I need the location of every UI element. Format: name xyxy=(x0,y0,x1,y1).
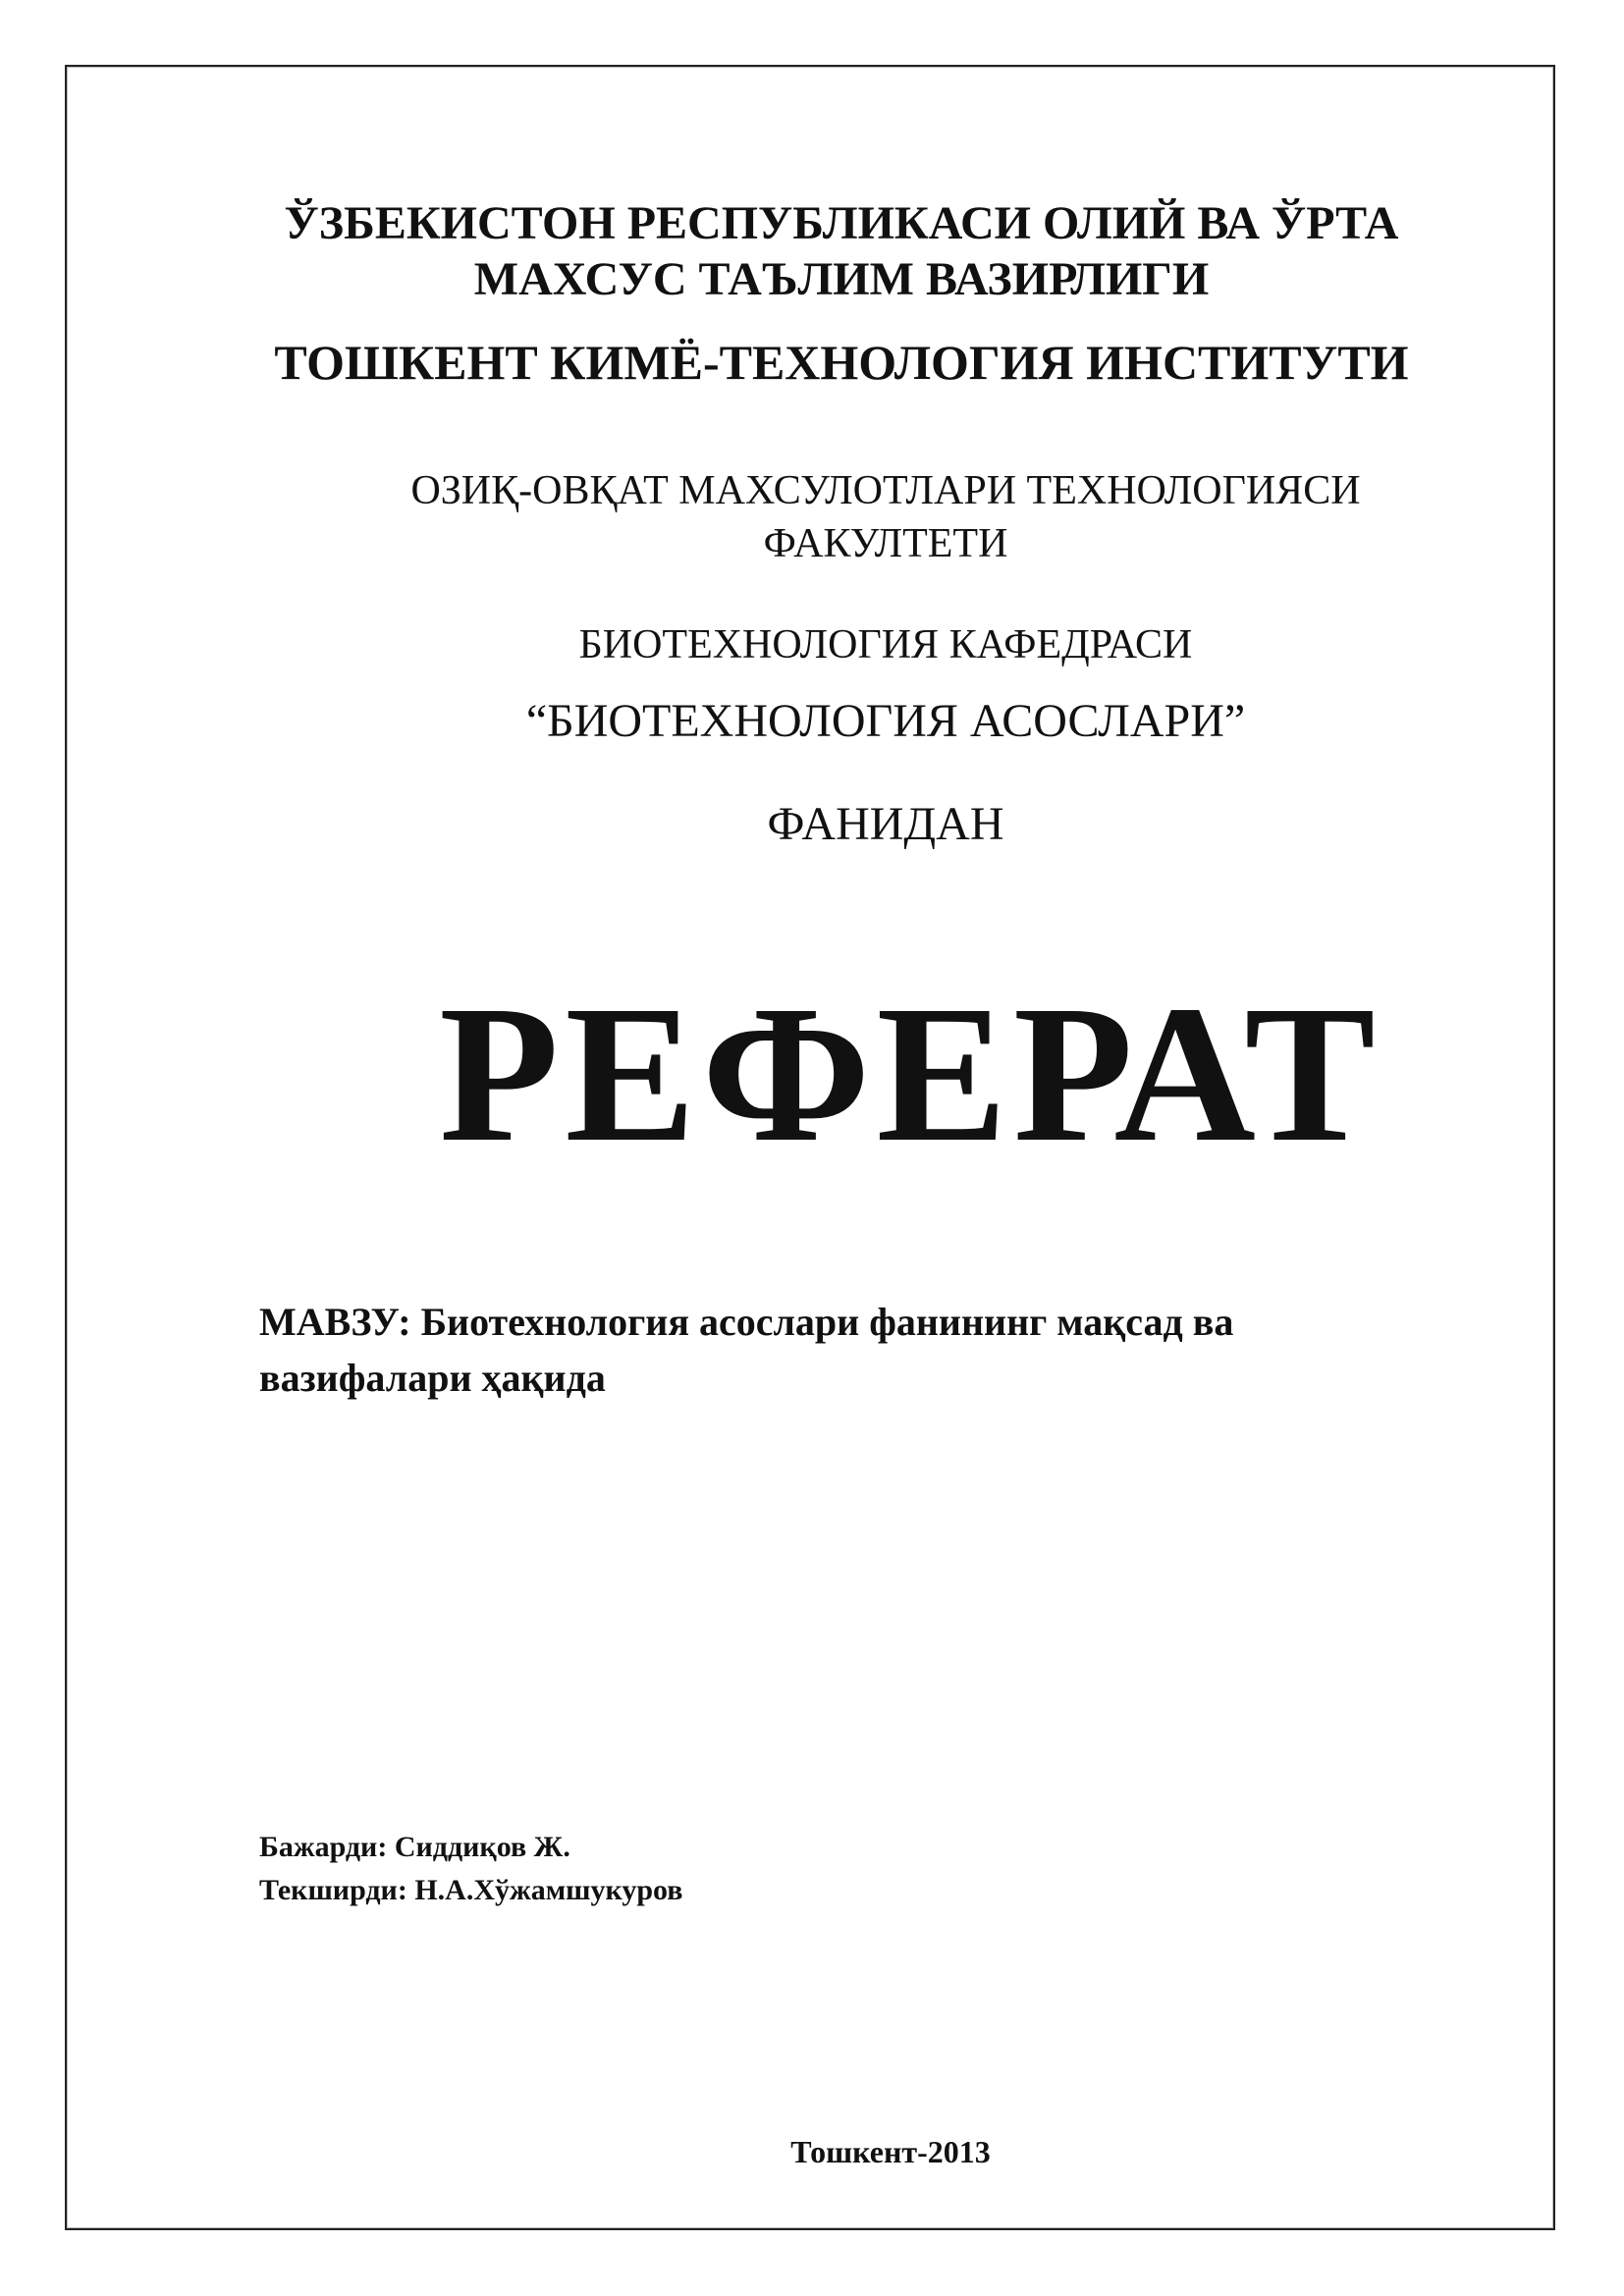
credits-block xyxy=(259,1826,683,1912)
checked-by: Текширди: Н.А.Хўжамшукуров xyxy=(259,1874,683,1906)
ministry-title-line-2: МАХСУС ТАЪЛИМ ВАЗИРЛИГИ xyxy=(473,253,1210,305)
topic-statement: МАВЗУ: Биотехнология асослари фанининг мақсад ва вазифалари ҳақида xyxy=(259,1300,1234,1400)
ministry-title-line-1: ЎЗБЕКИСТОН РЕСПУБЛИКАСИ ОЛИЙ ВА ЎРТА xyxy=(284,197,1399,249)
institute-name: ТОШКЕНТ КИМЁ-ТЕХНОЛОГИЯ ИНСТИТУТИ xyxy=(274,335,1409,390)
performed-by: Бажарди: Сиддиқов Ж. xyxy=(259,1831,570,1863)
subject-name: “БИОТЕХНОЛОГИЯ АСОСЛАРИ” xyxy=(525,695,1246,747)
faculty-name-line-2: ФАКУЛТЕТИ xyxy=(763,521,1008,566)
place-year: Тошкент-2013 xyxy=(790,2134,991,2169)
subject-suffix: ФАНИДАН xyxy=(767,798,1004,850)
department-name: БИОТЕХНОЛОГИЯ КАФЕДРАСИ xyxy=(578,622,1193,667)
faculty-name-line-1: ОЗИҚ-ОВҚАТ МАХСУЛОТЛАРИ ТЕХНОЛОГИЯСИ xyxy=(410,468,1361,513)
document-type-title: РЕФЕРАТ xyxy=(439,966,1381,1183)
